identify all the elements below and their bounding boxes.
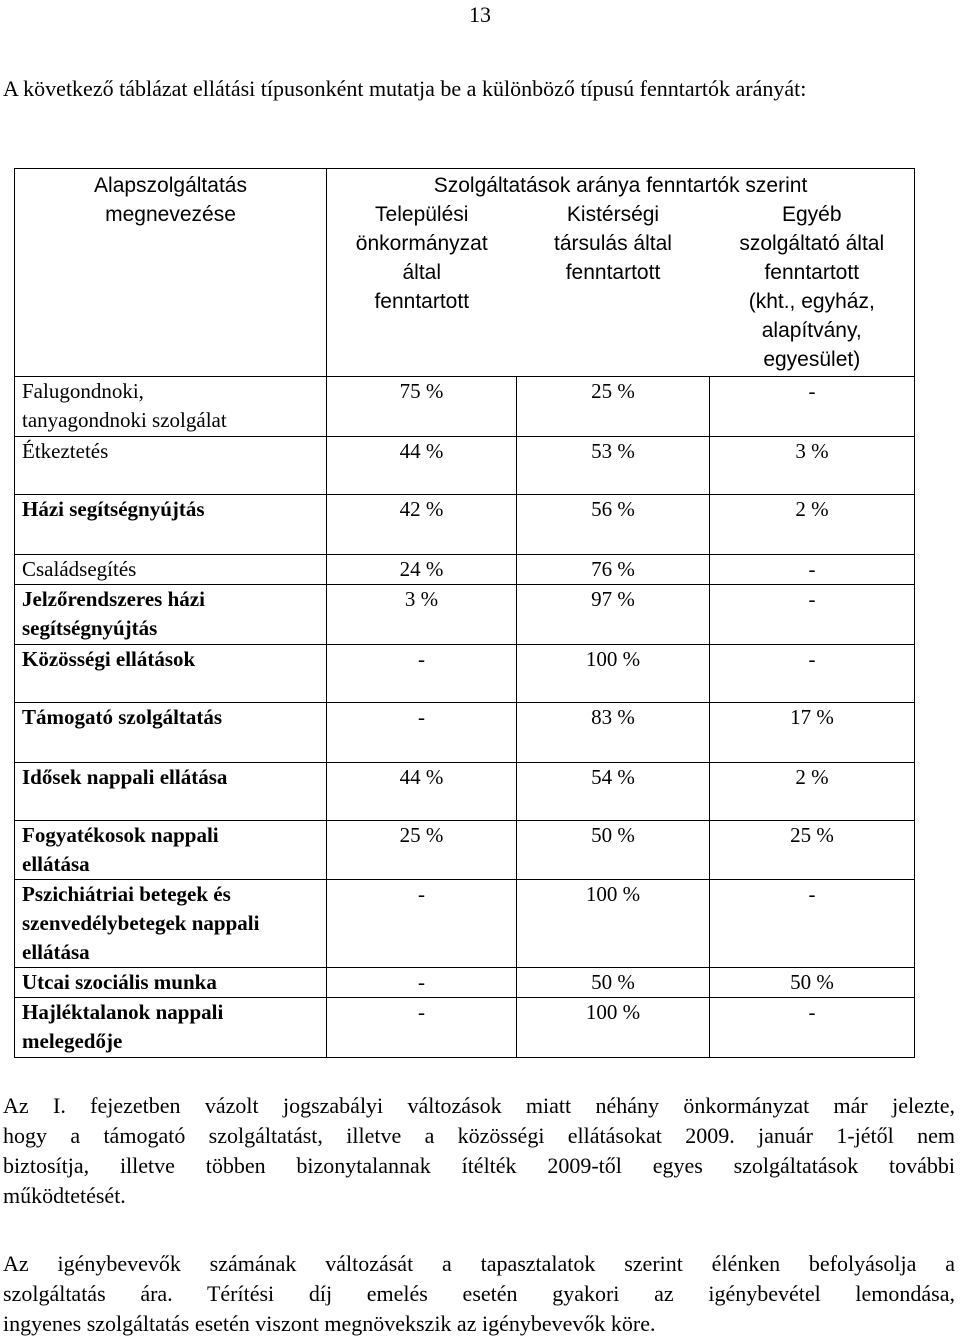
service-name-line: segítségnyújtás bbox=[22, 615, 158, 640]
table-row bbox=[15, 879, 915, 967]
header-ratio-title: Szolgáltatások aránya fenntartók szerint bbox=[327, 169, 915, 201]
service-name-line: Jelzőrendszeres házi bbox=[22, 586, 205, 611]
paragraph-users bbox=[3, 1249, 955, 1339]
service-name-line: Családsegítés bbox=[22, 556, 137, 581]
header-col-other bbox=[710, 200, 915, 376]
table-body bbox=[15, 376, 915, 1057]
service-name-line: melegedője bbox=[22, 1028, 123, 1053]
table-row bbox=[15, 584, 915, 644]
ratio-cell-v2: 25 % bbox=[517, 376, 710, 436]
table-row bbox=[15, 967, 915, 997]
header-col-line: által bbox=[402, 261, 442, 284]
header-col-line: fenntartott bbox=[374, 290, 470, 313]
header-col-line: alapítvány, bbox=[761, 319, 862, 342]
service-name-line: szenvedélybetegek nappali bbox=[22, 910, 260, 935]
header-col-line: Egyéb bbox=[781, 203, 842, 226]
service-name-cell bbox=[15, 967, 327, 997]
header-col-line: egyesület) bbox=[763, 348, 861, 371]
ratio-cell-v2: 76 % bbox=[517, 554, 710, 584]
service-name-cell bbox=[15, 584, 327, 644]
ratio-cell-v3: - bbox=[710, 376, 915, 436]
ratio-cell-v1: 24 % bbox=[327, 554, 517, 584]
ratio-cell-v3: 2 % bbox=[710, 494, 915, 554]
header-col-line: Települési bbox=[375, 203, 469, 226]
ratio-cell-v2: 100 % bbox=[517, 644, 710, 702]
table-row bbox=[15, 820, 915, 879]
ratio-cell-v1: 25 % bbox=[327, 820, 517, 879]
header-service-name bbox=[15, 169, 327, 377]
header-col-line: fenntartott bbox=[764, 261, 860, 284]
ratio-cell-v3: - bbox=[710, 584, 915, 644]
service-name-line: Falugondnoki, bbox=[22, 378, 144, 403]
paragraph-line: Az I. fejezetben vázolt jogszabályi változások miatt néhány önkormányzat már jelezte, bbox=[3, 1093, 955, 1118]
header-col-line: szolgáltató által bbox=[739, 232, 885, 255]
ratio-cell-v2: 53 % bbox=[517, 436, 710, 494]
ratio-cell-v1: - bbox=[327, 644, 517, 702]
service-name-line: Fogyatékosok nappali bbox=[22, 822, 219, 847]
ratio-cell-v1: 3 % bbox=[327, 584, 517, 644]
service-name-line: Idősek nappali ellátása bbox=[22, 764, 228, 789]
ratio-cell-v3: - bbox=[710, 997, 915, 1057]
service-name-line: Étkeztetés bbox=[22, 438, 109, 463]
paragraph-line: ingyenes szolgáltatás esetén viszont megnövekszik az igénybevevők köre. bbox=[3, 1311, 656, 1336]
ratio-cell-v2: 54 % bbox=[517, 762, 710, 820]
service-name-line: ellátása bbox=[22, 939, 90, 964]
ratio-cell-v1: - bbox=[327, 997, 517, 1057]
ratio-cell-v1: - bbox=[327, 879, 517, 967]
header-col-line: társulás által bbox=[554, 232, 672, 255]
table-row bbox=[15, 997, 915, 1057]
header-col-association bbox=[517, 200, 710, 376]
service-name-line: tanyagondnoki szolgálat bbox=[22, 407, 227, 432]
ratio-cell-v2: 97 % bbox=[517, 584, 710, 644]
service-name-line: Támogató szolgáltatás bbox=[22, 704, 223, 729]
service-name-cell bbox=[15, 436, 327, 494]
ratio-cell-v3: 3 % bbox=[710, 436, 915, 494]
service-name-cell bbox=[15, 554, 327, 584]
ratio-cell-v3: 2 % bbox=[710, 762, 915, 820]
table-row bbox=[15, 554, 915, 584]
ratio-cell-v3: 50 % bbox=[710, 967, 915, 997]
ratio-cell-v2: 100 % bbox=[517, 997, 710, 1057]
paragraph-line: Az igénybevevők számának változását a tapasztalatok szerint élénken befolyásolja a bbox=[3, 1251, 955, 1276]
ratio-cell-v2: 56 % bbox=[517, 494, 710, 554]
header-col-line: fenntartott bbox=[565, 261, 661, 284]
header-col-line: (kht., egyház, bbox=[748, 290, 875, 313]
service-name-line: Közösségi ellátások bbox=[22, 646, 196, 671]
table-row bbox=[15, 376, 915, 436]
service-name-line: Házi segítségnyújtás bbox=[22, 496, 205, 521]
ratio-cell-v1: 44 % bbox=[327, 436, 517, 494]
ratio-cell-v3: - bbox=[710, 879, 915, 967]
service-name-cell bbox=[15, 494, 327, 554]
header-col-line: Kistérségi bbox=[566, 203, 660, 226]
page-number: 13 bbox=[469, 2, 491, 27]
paragraph-line: működtetését. bbox=[3, 1183, 126, 1208]
ratio-cell-v1: - bbox=[327, 967, 517, 997]
service-name-line: ellátása bbox=[22, 851, 90, 876]
ratio-cell-v3: - bbox=[710, 554, 915, 584]
ratio-cell-v1: 75 % bbox=[327, 376, 517, 436]
table-row bbox=[15, 494, 915, 554]
paragraph-line: biztosítja, illetve többen bizonytalannak ítélték 2009-től egyes szolgáltatások további bbox=[3, 1153, 955, 1178]
provider-ratio-table bbox=[14, 168, 915, 1058]
header-col-line: önkormányzat bbox=[355, 232, 488, 255]
ratio-cell-v3: 17 % bbox=[710, 702, 915, 762]
paragraph-line: szolgáltatás ára. Térítési díj emelés esetén gyakori az igénybevétel lemondása, bbox=[3, 1281, 955, 1306]
service-name-cell bbox=[15, 820, 327, 879]
ratio-cell-v2: 50 % bbox=[517, 967, 710, 997]
service-name-line: Hajléktalanok nappali bbox=[22, 999, 224, 1024]
service-name-line: Pszichiátriai betegek és bbox=[22, 881, 231, 906]
table-row bbox=[15, 644, 915, 702]
paragraph-changes bbox=[3, 1091, 955, 1211]
table-row bbox=[15, 436, 915, 494]
intro-paragraph: A következő táblázat ellátási típusonként mutatja be a különböző típusú fenntartók arányát: bbox=[3, 76, 807, 101]
service-name-cell bbox=[15, 997, 327, 1057]
ratio-cell-v3: 25 % bbox=[710, 820, 915, 879]
paragraph-line: hogy a támogató szolgáltatást, illetve a közösségi ellátásokat 2009. január 1-jétől nem bbox=[3, 1123, 955, 1148]
table-row bbox=[15, 702, 915, 762]
service-name-cell bbox=[15, 376, 327, 436]
table-row bbox=[15, 762, 915, 820]
header-col-municipality bbox=[327, 200, 517, 376]
header-service-line: Alapszolgáltatás bbox=[94, 174, 247, 197]
ratio-cell-v2: 50 % bbox=[517, 820, 710, 879]
service-name-cell bbox=[15, 644, 327, 702]
ratio-cell-v2: 100 % bbox=[517, 879, 710, 967]
header-service-line: megnevezése bbox=[105, 203, 236, 226]
service-name-cell bbox=[15, 702, 327, 762]
ratio-cell-v3: - bbox=[710, 644, 915, 702]
ratio-cell-v1: - bbox=[327, 702, 517, 762]
service-name-cell bbox=[15, 762, 327, 820]
ratio-cell-v1: 42 % bbox=[327, 494, 517, 554]
ratio-cell-v1: 44 % bbox=[327, 762, 517, 820]
service-name-line: Utcai szociális munka bbox=[22, 969, 217, 994]
service-name-cell bbox=[15, 879, 327, 967]
ratio-cell-v2: 83 % bbox=[517, 702, 710, 762]
